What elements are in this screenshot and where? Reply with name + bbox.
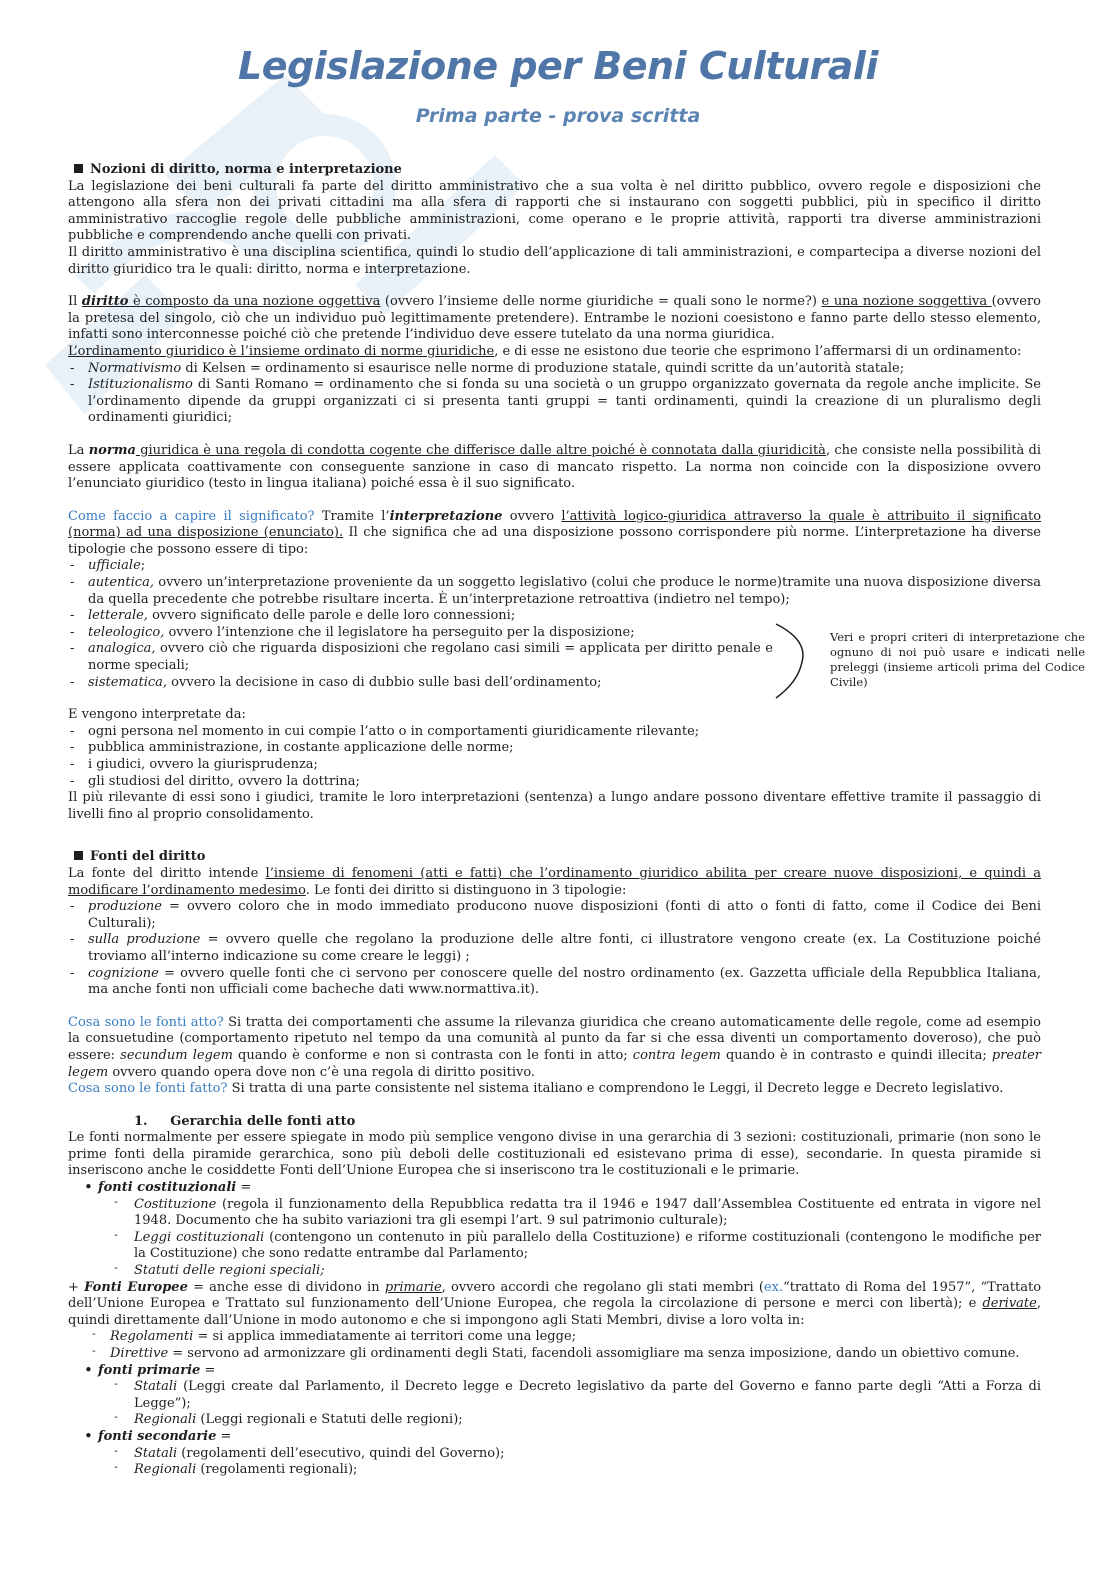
- section-heading-fonti: Fonti del diritto: [68, 849, 1041, 866]
- page-title: Legislazione per Beni Culturali: [238, 44, 878, 88]
- paragraph: Il diritto amministrativo è una disciplina scientifica, quindi lo studio dell’applicazione di tali amministrazioni, e compartecipa a diverse nozioni del diritto giuridico tra le quali: diritto, norma e interpretazione.: [68, 244, 1041, 277]
- list-item: - Direttive = servono ad armonizzare gli ordinamenti degli Stati, facendoli assomigliare ma senza imposizione, dando un obiettivo comune.: [92, 1346, 1041, 1363]
- paragraph-norma: La norma giuridica è una regola di condotta cogente che differisce dalle altre poiché è connotata dalla giuridicità, che consiste nella possibilità di essere applicata coattivamente con conseguente sanzione in caso di mancato rispetto. La norma non coincide con la disposizione ovvero l’enunciato giuridico (testo in lingua italiana) poiché essa è il suo significato.: [68, 442, 1042, 492]
- section-heading-gerarchia: 1. Gerarchia delle fonti atto: [134, 1113, 356, 1129]
- list-item: - Leggi costituzionali (contengono un contenuto in più parallelo della Costituzione) e riforme costituzionali (contengono le modifiche per la Costituzione) che sono redatte entrambe dal Parlamento;: [114, 1230, 1041, 1263]
- paragraph-fonte: La fonte del diritto intende l’insieme di fenomeni (atti e fatti) che l’ordinamento giuridico abilita per creare nuove disposizioni, e quindi a modificare l’ordinamento medesimo. Le fonti dei diritto si distinguono in 3 tipologie:: [68, 865, 1042, 898]
- paragraph-ordinamento: L’ordinamento giuridico è l’insieme ordinato di norme giuridiche, e di esse ne esistono due teorie che esprimono l’affermarsi di un ordinamento:: [68, 343, 1022, 359]
- list-item: - Statali (regolamenti dell’esecutivo, quindi del Governo);: [114, 1446, 1041, 1463]
- list-item: - sulla produzione = ovvero quelle che regolano la produzione delle altre fonti, ci illustratore vengono create (ex. La Costituzione poiché troviamo all’interno indicazione su come creare le leggi) ;: [68, 932, 1041, 965]
- brace-icon: [772, 622, 812, 700]
- list-item: - Costituzione (regola il funzionamento della Repubblica redatta tra il 1946 e 1947 dall’Assemblea Costituente ed entrata in vigore nel 1948. Documento che ha subito variazioni tra gli esempi l’art. 9 sul patrimonio culturale);: [114, 1197, 1041, 1230]
- list-item: - sistematica, ovvero la decisione in caso di dubbio sulle basi dell’ordinamento;: [68, 675, 773, 692]
- europee-list: [68, 1329, 1041, 1362]
- list-item: - Regolamenti = si applica immediatamente ai territori come una legge;: [92, 1329, 1041, 1346]
- theories-list: [68, 361, 1041, 427]
- paragraph-fonti-europee: + Fonti Europee = anche esse di dividono in primarie, ovvero accordi che regolano gli stati membri (ex.“trattato di Roma del 1957”, “Trattato dell’Unione Europea e Trattato sul funzionamento dell’Unione Europea, che regola la circolazione di persone e merci con libertà); e derivate, quindi direttamente dall’Unione in modo autonomo e che si impongono agli Stati Membri, divise a loro volta in:: [68, 1279, 1042, 1328]
- bullet-fonti-costituzionali: • fonti costituzionali =: [68, 1180, 1041, 1197]
- list-item: - Normativismo di Kelsen = ordinamento si esaurisce nelle norme di produzione statale, quindi scritte da un’autorità statale;: [68, 361, 1041, 378]
- page-subtitle: Prima parte - prova scritta: [415, 105, 701, 127]
- list-item: - Regionali (Leggi regionali e Statuti delle regioni);: [114, 1412, 1041, 1429]
- bullet-fonti-primarie: • fonti primarie =: [68, 1363, 1041, 1380]
- side-note: Veri e propri criteri di interpretazione che ognuno di noi può usare e indicati nelle preleggi (insieme articoli prima del Codice Civile): [830, 630, 1085, 689]
- list-item: - letterale, ovvero significato delle parole e delle loro connessioni;: [68, 608, 773, 625]
- secondarie-list: [68, 1446, 1041, 1479]
- square-bullet-icon: [74, 164, 83, 173]
- list-item: - cognizione = ovvero quelle fonti che ci servono per conoscere quelle del nostro ordinamento (ex. Gazzetta ufficiale della Repubblica Italiana, ma anche fonti non ufficiali come bacheche dati www.normattiva.it).: [68, 966, 1041, 999]
- paragraph-fonti-atto: Cosa sono le fonti atto? Si tratta dei comportamenti che assume la rilevanza giuridica che creano automaticamente delle regole, come ad esempio la consuetudine (comportamento ripetuto nel tempo da una comunità al punto da far si che essa diventi un comportamento doveroso), che può essere: secundum legem quando è conforme e non si contrasta con le fonti in atto; contra legem quando è in contrasto e quindi illecita; preater legem ovvero quando opera dove non c’è una regola di diritto positivo.: [68, 1014, 1041, 1080]
- list-item: - ufficiale;: [68, 558, 1041, 575]
- list-item: - ogni persona nel momento in cui compie l’atto o in comportamenti giuridicamente rilevante;: [68, 724, 1041, 741]
- list-item: - gli studiosi del diritto, ovvero la dottrina;: [68, 774, 1041, 791]
- list-item: - autentica, ovvero un’interpretazione proveniente da un soggetto legislativo (colui che produce le norme)tramite una nuova disposizione diversa da quella precedente che potrebbe risultare incerta. È un’interpretazione retroattiva (indietro nel tempo);: [68, 575, 1041, 608]
- list-item: - i giudici, ovvero la giurisprudenza;: [68, 757, 1041, 774]
- paragraph: La legislazione dei beni culturali fa parte del diritto amministrativo che a sua volta è nel diritto pubblico, ovvero regole e disposizioni che attengono alla sfera non dei privati cittadini ma alla sfera di rapporti che si instaurano con soggetti pubblici, più in specifico il diritto amministrativo raccoglie regole delle pubbliche amministrazioni, come operano e le proprie attività, rapporti tra diverse amministrazioni pubbliche e comprendendo anche quelli con privati.: [68, 178, 1041, 244]
- bullet-fonti-secondarie: • fonti secondarie =: [68, 1429, 1041, 1446]
- paragraph-fonti-fatto: Cosa sono le fonti fatto? Si tratta di una parte consistente nel sistema italiano e comprendono le Leggi, il Decreto legge e Decreto legislativo.: [68, 1081, 1004, 1097]
- list-item: - analogica, ovvero ciò che riguarda disposizioni che regolano casi simili = applicata per diritto penale e norme speciali;: [68, 641, 773, 674]
- list-item: - teleologico, ovvero l’intenzione che il legislatore ha perseguito per la disposizione;: [68, 625, 773, 642]
- square-bullet-icon: [74, 851, 83, 860]
- list-item: - produzione = ovvero coloro che in modo immediato producono nuove disposizioni (fonti di atto o fonti di fatto, come il Codice dei Beni Culturali);: [68, 899, 1041, 932]
- primarie-list: [68, 1379, 1041, 1429]
- paragraph: E vengono interpretate da:: [68, 707, 246, 723]
- list-item: - Statuti delle regioni speciali;: [114, 1263, 1041, 1280]
- interpreters-list: [68, 724, 1041, 790]
- list-item: - pubblica amministrazione, in costante applicazione delle norme;: [68, 740, 1041, 757]
- list-item: - Statali (Leggi create dal Parlamento, il Decreto legge e Decreto legislativo da parte del Governo e fanno parte degli “Atti a Forza di Legge”);: [114, 1379, 1041, 1412]
- list-item: - Istituzionalismo di Santi Romano = ordinamento che si fonda su una società o un gruppo organizzato governata da regole anche implicite. Se l’ordinamento dipende da gruppi organizzati ci si presenta tanti gruppi = tanti ordinamenti, quindi la creazione di un pluralismo degli ordinamenti giuridici;: [68, 377, 1041, 427]
- paragraph-interpretazione: Come faccio a capire il significato? Tramite l’interpretazione ovvero l’attività logico-giuridica attraverso la quale è attribuito il significato (norma) ad una disposizione (enunciato). Il che significa che ad una disposizione possono corrispondere più norme. L’interpretazione ha diverse tipologie che possono essere di tipo:: [68, 508, 1042, 557]
- sources-types-list: [68, 899, 1041, 999]
- paragraph: Le fonti normalmente per essere spiegate in modo più semplice vengono divise in una gerarchia di 3 sezioni: costituzionali, primarie (non sono le prime fonti della piramide gerarchica, sono più deboli delle costituzionali ed esistevano prima di esse), secondarie. In questa piramide si inseriscono anche le cosiddette Fonti dell’Unione Europea che si inseriscono tra le costituzionali e le primarie.: [68, 1130, 1041, 1179]
- section-heading-nozioni: Nozioni di diritto, norma e interpretazione: [68, 162, 1041, 179]
- paragraph-diritto: Il diritto è composto da una nozione oggettiva (ovvero l’insieme delle norme giuridiche = quali sono le norme?) e una nozione soggettiva (ovvero la pretesa del singolo, ciò che un individuo può legittimamente pretendere). Entrambe le nozioni coesistono e fanno parte dello stesso elemento, infatti sono interconnesse poiché ciò che pretende l’individuo deve essere tutelato da una norma giuridica.: [68, 294, 1041, 343]
- list-item: - Regionali (regolamenti regionali);: [114, 1462, 1041, 1479]
- document-body: [68, 162, 1041, 1479]
- paragraph: Il più rilevante di essi sono i giudici, tramite le loro interpretazioni (sentenza) a lungo andare possono diventare effettive tramite il passaggio di livelli fino al proprio consolidamento.: [68, 790, 1041, 822]
- costituzionali-list: [68, 1197, 1041, 1280]
